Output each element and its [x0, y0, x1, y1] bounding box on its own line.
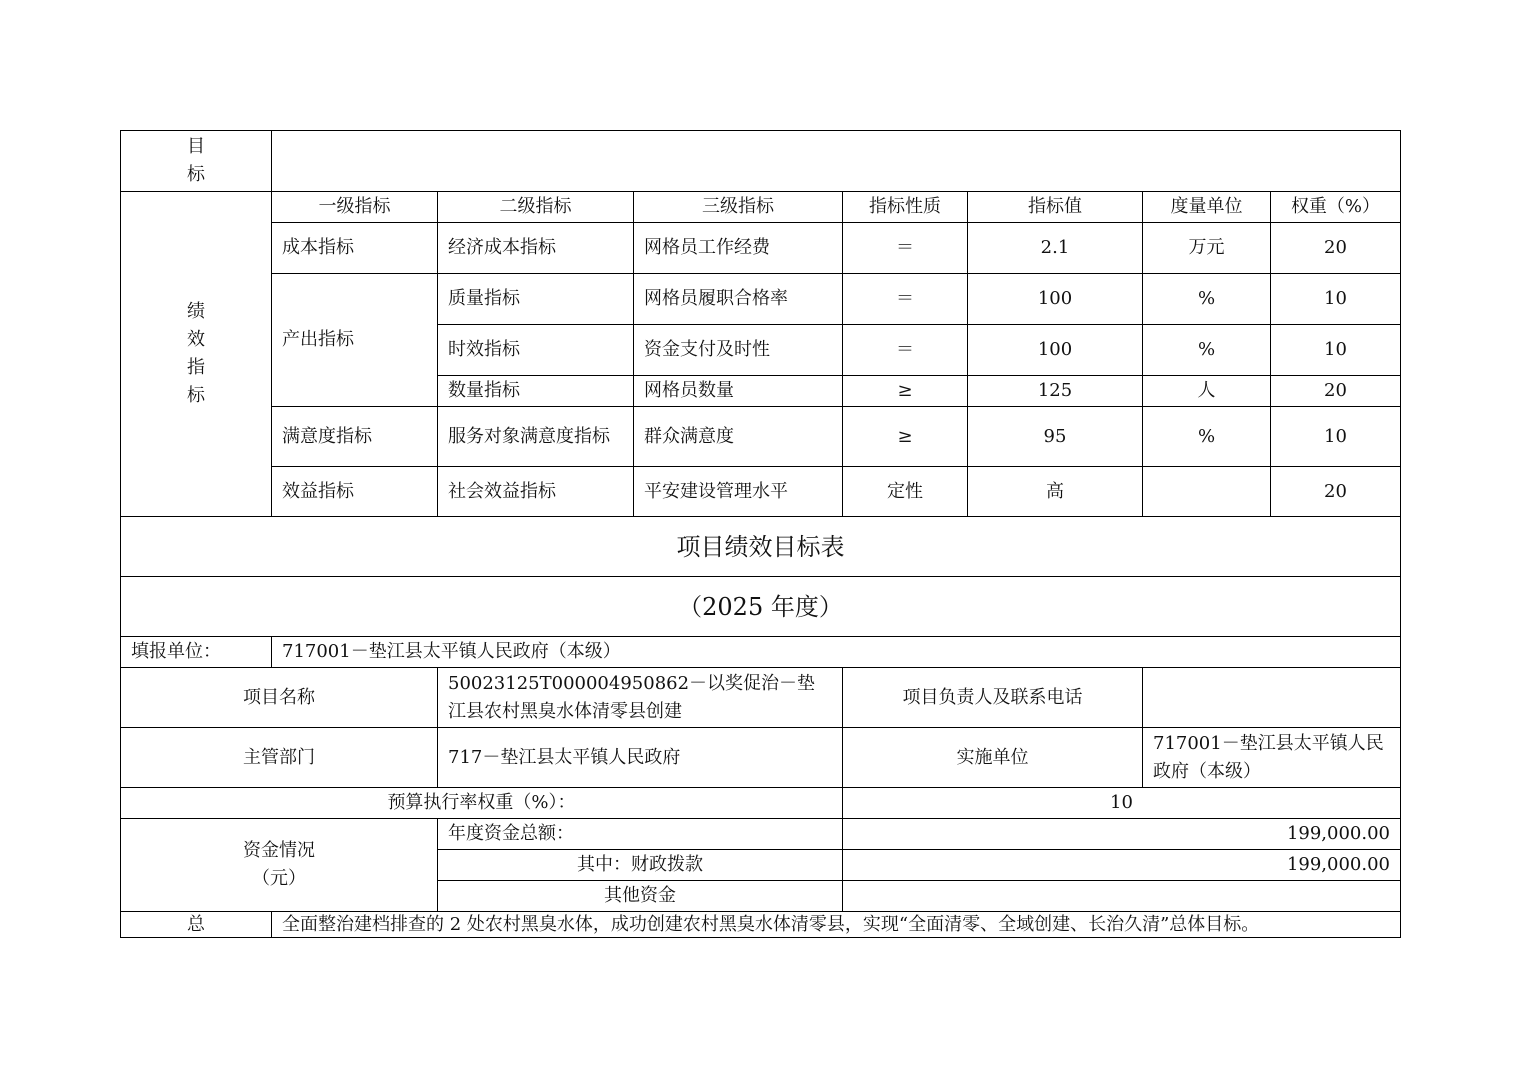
level3-cell: 平安建设管理水平 [634, 467, 843, 517]
overall-goal-label: 总 [121, 912, 272, 938]
budget-rate-row [121, 788, 1401, 819]
indicator-header-row [121, 192, 1401, 223]
form-title: 项目绩效目标表 [121, 517, 1401, 577]
indicator-row [121, 274, 1401, 325]
header-unit: 度量单位 [1143, 192, 1271, 223]
filler-label: 填报单位： [121, 637, 272, 668]
filler-row [121, 637, 1401, 668]
form-year: （2025 年度） [121, 577, 1401, 637]
header-weight: 权重（%） [1271, 192, 1401, 223]
value-cell: 2.1 [968, 223, 1143, 274]
impl-label: 实施单位 [843, 728, 1143, 788]
dept-label: 主管部门 [121, 728, 438, 788]
project-name-value: 50023125T000004950862－以奖促治－垫江县农村黑臭水体清零县创建 [438, 668, 843, 728]
weight-cell: 20 [1271, 223, 1401, 274]
level3-cell: 资金支付及时性 [634, 325, 843, 376]
overall-goal-row [121, 912, 1401, 938]
goal-content-cell [272, 131, 1401, 192]
level1-cell: 产出指标 [272, 274, 438, 407]
level2-cell: 经济成本指标 [438, 223, 634, 274]
funds-total-value: 199,000.00 [843, 819, 1401, 850]
header-nature: 指标性质 [843, 192, 968, 223]
section-label-char: 标 [187, 385, 205, 406]
funds-other-label: 其他资金 [438, 881, 843, 912]
header-level2: 二级指标 [438, 192, 634, 223]
project-name-label: 项目名称 [121, 668, 438, 728]
nature-cell: 定性 [843, 467, 968, 517]
budget-rate-label: 预算执行率权重（%）： [121, 788, 843, 819]
unit-cell [1143, 467, 1271, 517]
form-year-row [121, 577, 1401, 637]
filler-value: 717001－垫江县太平镇人民政府（本级） [272, 637, 1401, 668]
unit-cell: 人 [1143, 376, 1271, 407]
nature-cell: ≥ [843, 407, 968, 467]
section-label-char: 效 [187, 329, 205, 350]
value-cell: 125 [968, 376, 1143, 407]
level2-cell: 时效指标 [438, 325, 634, 376]
goal-label-char: 目 [187, 136, 205, 157]
funds-fiscal-label: 其中：财政拨款 [438, 850, 843, 881]
funds-total-label: 年度资金总额： [438, 819, 843, 850]
weight-cell: 10 [1271, 274, 1401, 325]
goal-row [121, 131, 1401, 192]
performance-table [120, 130, 1401, 938]
level1-cell: 满意度指标 [272, 407, 438, 467]
indicator-section-label [121, 192, 272, 517]
impl-value: 717001－垫江县太平镇人民政府（本级） [1143, 728, 1401, 788]
goal-label-cell [121, 131, 272, 192]
weight-cell: 20 [1271, 467, 1401, 517]
form-title-row [121, 517, 1401, 577]
value-cell: 高 [968, 467, 1143, 517]
unit-cell: % [1143, 274, 1271, 325]
section-label-char: 绩 [187, 301, 205, 322]
project-name-row [121, 668, 1401, 728]
nature-cell: ＝ [843, 325, 968, 376]
performance-form-sheet [120, 130, 1400, 938]
dept-row [121, 728, 1401, 788]
weight-cell: 10 [1271, 325, 1401, 376]
goal-label-char: 标 [187, 164, 205, 185]
level3-cell: 网格员工作经费 [634, 223, 843, 274]
indicator-row [121, 407, 1401, 467]
owner-label: 项目负责人及联系电话 [843, 668, 1143, 728]
level2-cell: 社会效益指标 [438, 467, 634, 517]
funds-label-line: （元） [252, 868, 306, 889]
nature-cell: ＝ [843, 274, 968, 325]
header-level3: 三级指标 [634, 192, 843, 223]
value-cell: 95 [968, 407, 1143, 467]
section-label-char: 指 [187, 357, 205, 378]
unit-cell: 万元 [1143, 223, 1271, 274]
nature-cell: ≥ [843, 376, 968, 407]
indicator-row [121, 223, 1401, 274]
header-level1: 一级指标 [272, 192, 438, 223]
level1-cell: 效益指标 [272, 467, 438, 517]
indicator-row [121, 467, 1401, 517]
level1-cell: 成本指标 [272, 223, 438, 274]
level2-cell: 数量指标 [438, 376, 634, 407]
header-value: 指标值 [968, 192, 1143, 223]
value-cell: 100 [968, 325, 1143, 376]
nature-cell: ＝ [843, 223, 968, 274]
funds-fiscal-value: 199,000.00 [843, 850, 1401, 881]
owner-value [1143, 668, 1401, 728]
funds-total-row [121, 819, 1401, 850]
level3-cell: 网格员数量 [634, 376, 843, 407]
unit-cell: % [1143, 407, 1271, 467]
level2-cell: 服务对象满意度指标 [438, 407, 634, 467]
value-cell: 100 [968, 274, 1143, 325]
budget-rate-value: 10 [843, 788, 1401, 819]
level3-cell: 网格员履职合格率 [634, 274, 843, 325]
funds-label-line: 资金情况 [243, 840, 315, 861]
dept-value: 717－垫江县太平镇人民政府 [438, 728, 843, 788]
unit-cell: % [1143, 325, 1271, 376]
funds-label-cell [121, 819, 438, 912]
level3-cell: 群众满意度 [634, 407, 843, 467]
funds-other-value [843, 881, 1401, 912]
level2-cell: 质量指标 [438, 274, 634, 325]
weight-cell: 10 [1271, 407, 1401, 467]
weight-cell: 20 [1271, 376, 1401, 407]
overall-goal-text: 全面整治建档排查的 2 处农村黑臭水体，成功创建农村黑臭水体清零县，实现“全面清零、全域创建、长治久清”总体目标。 [272, 912, 1401, 938]
